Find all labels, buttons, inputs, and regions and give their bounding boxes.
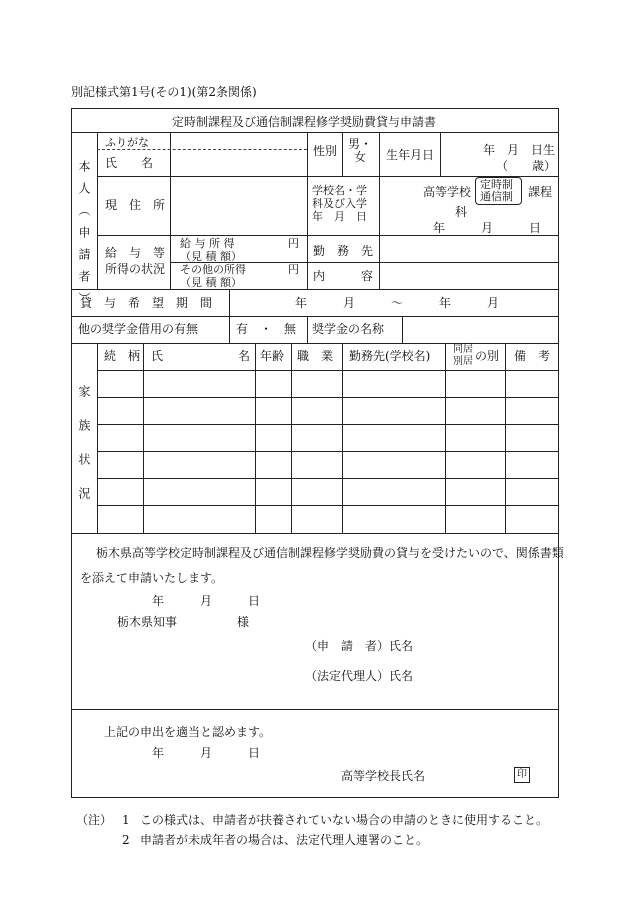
declaration-date[interactable]: 年 月 日 [152, 594, 261, 608]
school-label-3: 年 月 日 [312, 210, 367, 223]
birth-label: 生年月日 [386, 148, 435, 162]
note-1-text: この様式は、申請者が扶養されていない場合の申請のときに使用すること。 [140, 813, 549, 827]
form-number: 別記様式第1号(その1)(第2条関係) [71, 85, 257, 99]
other-loan-label: 他の奨学金借用の有無 [78, 322, 199, 336]
other-income-label-1: その他の所得 [180, 263, 246, 276]
note-2-text: 申請者が未成年者の場合は、法定代理人連署のこと。 [140, 833, 429, 847]
form-title: 定時制課程及び通信制課程修学奨励費貸与申請書 [172, 115, 437, 129]
applicant-section-label: 本人（申請者） [77, 160, 91, 314]
school-label-1: 学校名・学 [312, 184, 367, 197]
col-notes: 備 考 [514, 349, 551, 363]
col-relation: 続 柄 [104, 349, 141, 363]
income-label-1: 給 与 等 [105, 246, 166, 260]
col-living-1: 同居 [453, 344, 473, 355]
principal-name[interactable]: 高等学校長氏名 [341, 769, 426, 783]
loan-period-value[interactable]: 年 月 ～ 年 月 [295, 296, 500, 310]
approval-date[interactable]: 年 月 日 [152, 746, 261, 760]
course-part-time[interactable]: 定時制 [480, 178, 513, 191]
course-correspondence[interactable]: 通信制 [480, 190, 513, 203]
col-name-1: 氏 [151, 349, 164, 363]
col-name-2: 名 [238, 349, 251, 363]
sex-label: 性別 [313, 144, 338, 158]
age-value[interactable]: （ 歳） [496, 159, 557, 173]
approval-text: 上記の申出を適当と認めます。 [104, 725, 272, 739]
col-job: 職 業 [297, 349, 334, 363]
loan-period-label: 貸 与 希 望 期 間 [80, 296, 213, 310]
col-work: 勤務先(学校名) [349, 349, 431, 363]
content-label: 内 容 [313, 269, 374, 283]
guardian-signature[interactable]: （法定代理人）氏名 [305, 669, 414, 683]
col-living-3: の別 [475, 349, 500, 363]
school-label-2: 科及び入学 [312, 197, 367, 210]
school-type: 高等学校 [423, 185, 472, 199]
salary-label-2: （見 積 額） [180, 250, 242, 263]
enroll-date[interactable]: 年 月 日 [433, 221, 542, 235]
address-label: 現 住 所 [105, 198, 166, 212]
note-2-number: 2 [122, 833, 130, 847]
declaration-line-2: を添えて申請いたします。 [80, 571, 224, 585]
salary-yen: 円 [288, 237, 299, 250]
income-label-2: 所得の状況 [105, 262, 166, 276]
seal-mark: 印 [514, 767, 530, 783]
sex-options[interactable]: 男・女 [348, 137, 373, 164]
applicant-signature[interactable]: （申 請 者）氏名 [305, 639, 414, 653]
birth-date[interactable]: 年 月 日生 [483, 143, 556, 157]
other-loan-value[interactable]: 有 ・ 無 [236, 322, 297, 336]
other-income-label-2: （見 積 額） [180, 276, 242, 289]
family-section-label: 家族状況 [77, 385, 91, 521]
other-income-yen: 円 [288, 263, 299, 276]
col-age: 年齢 [260, 349, 285, 363]
course-suffix: 課程 [528, 185, 553, 199]
workplace-label: 勤 務 先 [313, 244, 374, 258]
salary-label-1: 給 与 所 得 [180, 237, 235, 250]
note-1-number: 1 [122, 813, 130, 827]
col-living-2: 別居 [453, 356, 473, 367]
department-label: 科 [455, 205, 468, 219]
notes-label: （注） [76, 813, 113, 827]
declaration-line-1: 栃木県高等学校定時制課程及び通信制課程修学奨励費の貸与を受けたいので、関係書類 [96, 546, 564, 560]
furigana-label: ふりがな [105, 136, 149, 149]
addressee: 栃木県知事 様 [117, 615, 250, 629]
name-label: 氏 名 [105, 156, 154, 170]
scholarship-name-label: 奨学金の名称 [312, 322, 385, 336]
